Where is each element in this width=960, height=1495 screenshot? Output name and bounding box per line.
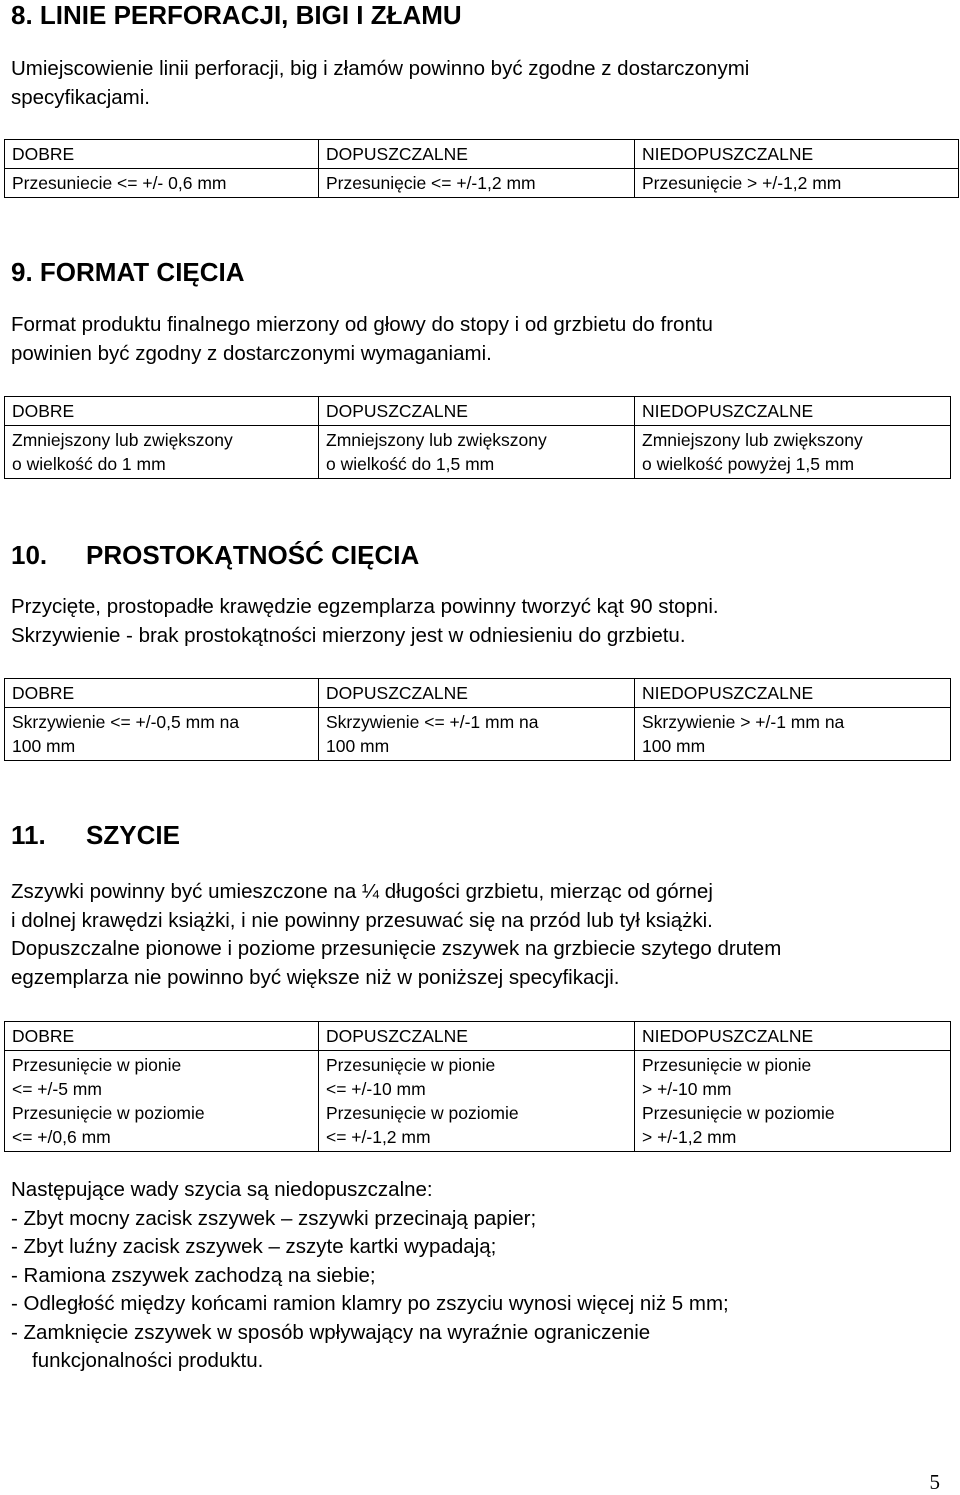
spec-table-perforation bbox=[4, 139, 959, 198]
header-unacceptable: NIEDOPUSZCZALNE bbox=[635, 1022, 951, 1051]
spec-table-stitching bbox=[4, 1021, 951, 1152]
section-heading-10 bbox=[11, 540, 419, 570]
paragraph-line: powinien być zgodny z dostarczonymi wymaganiami. bbox=[11, 341, 492, 365]
cell-line: Przesunięcie w pionie bbox=[642, 1055, 812, 1075]
cell-line: Przesunięcie w pionie bbox=[12, 1055, 182, 1075]
header-acceptable: DOPUSZCZALNE bbox=[319, 140, 635, 169]
cell-unacceptable bbox=[635, 169, 959, 198]
cell-line: <= +/-5 mm bbox=[12, 1079, 102, 1099]
cell-acceptable bbox=[319, 708, 635, 761]
header-good: DOBRE bbox=[5, 140, 319, 169]
paragraph-line: i dolnej krawędzi książki, i nie powinny przesuwać się na przód lub tył książki. bbox=[11, 908, 713, 932]
list-item bbox=[11, 1233, 729, 1261]
section-number: 8. bbox=[11, 0, 33, 30]
cell-line: Przesuniecie <= +/- 0,6 mm bbox=[12, 173, 227, 193]
cell-line: <= +/0,6 mm bbox=[12, 1127, 111, 1147]
header-unacceptable: NIEDOPUSZCZALNE bbox=[635, 397, 951, 426]
table-row bbox=[5, 169, 959, 198]
list-item bbox=[11, 1290, 729, 1318]
header-acceptable: DOPUSZCZALNE bbox=[319, 1022, 635, 1051]
list-item-text: - Zbyt mocny zacisk zszywek – zszywki przecinają papier; bbox=[11, 1207, 537, 1230]
cell-line: Przesunięcie w poziomie bbox=[642, 1103, 835, 1123]
defects-list bbox=[11, 1205, 729, 1375]
cell-line: Zmniejszony lub zwiększony bbox=[326, 430, 547, 450]
table-header-row bbox=[5, 397, 951, 426]
cell-line: 100 mm bbox=[12, 736, 76, 756]
table-header-row bbox=[5, 140, 959, 169]
section-paragraph bbox=[11, 593, 719, 650]
cell-good bbox=[5, 1051, 319, 1152]
list-item-text: - Ramiona zszywek zachodzą na siebie; bbox=[11, 1263, 376, 1287]
section-title: LINIE PERFORACJI, BIGI I ZŁAMU bbox=[39, 0, 462, 30]
cell-line: Przesunięcie <= +/-1,2 mm bbox=[326, 173, 536, 193]
cell-line: <= +/-1,2 mm bbox=[326, 1127, 431, 1147]
section-paragraph bbox=[11, 311, 713, 368]
cell-line: Przesunięcie w poziomie bbox=[12, 1103, 205, 1123]
cell-line: o wielkość do 1,5 mm bbox=[326, 454, 495, 474]
cell-line: Skrzywienie > +/-1 mm na bbox=[642, 712, 845, 732]
table-header-row bbox=[5, 679, 951, 708]
spec-table-squareness bbox=[4, 678, 951, 761]
section-paragraph bbox=[11, 55, 749, 112]
section-title: PROSTOKĄTNOŚĆ CIĘCIA bbox=[86, 540, 420, 570]
table-row bbox=[5, 1051, 951, 1152]
spec-table-format bbox=[4, 396, 951, 479]
list-item bbox=[11, 1319, 729, 1376]
cell-acceptable bbox=[319, 1051, 635, 1152]
paragraph-line: Zszywki powinny być umieszczone na ¼ długości grzbietu, mierząc od górnej bbox=[11, 880, 713, 903]
section-number: 9. bbox=[11, 257, 33, 287]
cell-good bbox=[5, 169, 319, 198]
cell-line: > +/-10 mm bbox=[642, 1079, 732, 1099]
list-item-text: - Odległość między końcami ramion klamry po zszyciu wynosi więcej niż 5 mm; bbox=[11, 1292, 729, 1316]
paragraph-line: Format produktu finalnego mierzony od głowy do stopy i od grzbietu do frontu bbox=[11, 313, 713, 336]
section-title: SZYCIE bbox=[86, 820, 180, 850]
section-number: 11. bbox=[11, 820, 46, 850]
cell-line: 100 mm bbox=[326, 736, 390, 756]
section-heading-9 bbox=[11, 257, 245, 287]
table-header-row bbox=[5, 1022, 951, 1051]
cell-line: Przesunięcie > +/-1,2 mm bbox=[642, 173, 842, 193]
defects-intro: Następujące wady szycia są niedopuszczalne: bbox=[11, 1178, 433, 1201]
cell-acceptable bbox=[319, 426, 635, 479]
header-good: DOBRE bbox=[5, 397, 319, 426]
cell-line: Zmniejszony lub zwiększony bbox=[642, 430, 863, 450]
cell-acceptable bbox=[319, 169, 635, 198]
list-item bbox=[11, 1205, 729, 1233]
cell-line: Skrzywienie <= +/-1 mm na bbox=[326, 712, 539, 732]
list-item bbox=[11, 1262, 729, 1290]
cell-unacceptable bbox=[635, 1051, 951, 1152]
section-heading-11 bbox=[11, 820, 180, 850]
section-title: FORMAT CIĘCIA bbox=[39, 257, 245, 287]
cell-unacceptable bbox=[635, 426, 951, 479]
paragraph-line: Przycięte, prostopadłe krawędzie egzemplarza powinny tworzyć kąt 90 stopni. bbox=[11, 595, 719, 618]
table-row bbox=[5, 708, 951, 761]
header-good: DOBRE bbox=[5, 1022, 319, 1051]
paragraph-line: Umiejscowienie linii perforacji, big i złamów powinno być zgodne z dostarczonymi bbox=[11, 57, 750, 80]
header-acceptable: DOPUSZCZALNE bbox=[319, 397, 635, 426]
cell-unacceptable bbox=[635, 708, 951, 761]
cell-line: o wielkość do 1 mm bbox=[12, 454, 166, 474]
paragraph-line: specyfikacjami. bbox=[11, 85, 150, 109]
cell-line: > +/-1,2 mm bbox=[642, 1127, 737, 1147]
header-acceptable: DOPUSZCZALNE bbox=[319, 679, 635, 708]
list-item-text: funkcjonalności produktu. bbox=[32, 1349, 264, 1373]
paragraph-line: Dopuszczalne pionowe i poziome przesunięcie zszywek na grzbiecie szytego drutem bbox=[11, 937, 782, 960]
header-unacceptable: NIEDOPUSZCZALNE bbox=[635, 679, 951, 708]
paragraph-line: egzemplarza nie powinno być większe niż w poniższej specyfikacji. bbox=[11, 965, 620, 989]
table-row bbox=[5, 426, 951, 479]
cell-line: Zmniejszony lub zwiększony bbox=[12, 430, 233, 450]
cell-line: 100 mm bbox=[642, 736, 706, 756]
section-heading-8 bbox=[11, 0, 462, 30]
page-number: 5 bbox=[929, 1470, 940, 1494]
cell-line: Skrzywienie <= +/-0,5 mm na bbox=[12, 712, 240, 732]
section-paragraph bbox=[11, 878, 781, 992]
header-good: DOBRE bbox=[5, 679, 319, 708]
list-item-text: - Zamknięcie zszywek w sposób wpływający na wyraźnie ograniczenie bbox=[11, 1320, 651, 1344]
header-unacceptable: NIEDOPUSZCZALNE bbox=[635, 140, 959, 169]
list-item-text: - Zbyt luźny zacisk zszywek – zszyte kartki wypadają; bbox=[11, 1235, 497, 1259]
cell-line: o wielkość powyżej 1,5 mm bbox=[642, 454, 855, 474]
paragraph-line: Skrzywienie - brak prostokątności mierzony jest w odniesieniu do grzbietu. bbox=[11, 623, 686, 647]
cell-good bbox=[5, 426, 319, 479]
section-number: 10. bbox=[11, 540, 48, 570]
cell-line: Przesunięcie w pionie bbox=[326, 1055, 496, 1075]
cell-line: <= +/-10 mm bbox=[326, 1079, 426, 1099]
cell-good bbox=[5, 708, 319, 761]
cell-line: Przesunięcie w poziomie bbox=[326, 1103, 519, 1123]
